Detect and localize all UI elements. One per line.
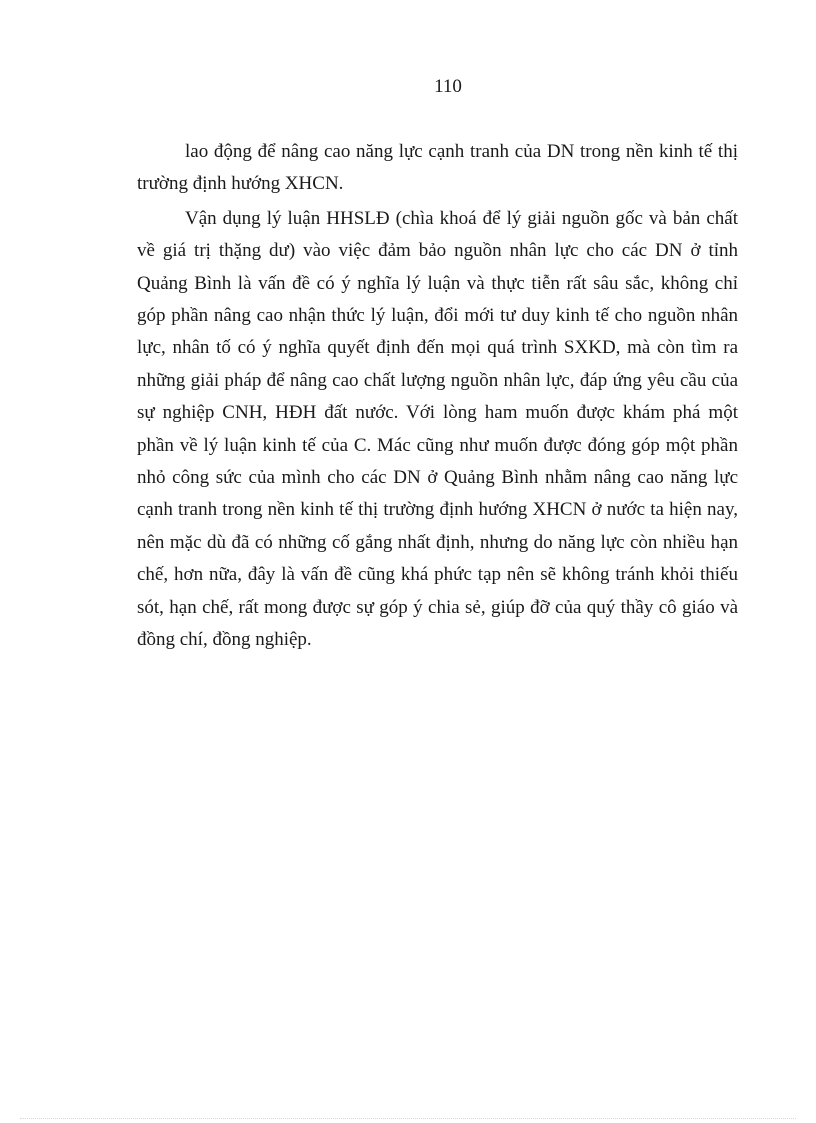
page-number: 110 [434,76,462,97]
body-text [137,136,738,659]
paragraph-continuation: lao động để nâng cao năng lực cạnh tranh của DN trong nền kinh tế thị trường định hướng XHCN. [137,141,738,195]
paragraph-main: Vận dụng lý luận HHSLĐ (chìa khoá để lý giải nguồn gốc và bản chất về giá trị thặng dư) vào việc đảm bảo nguồn nhân lực cho các DN ở tỉnh Quảng Bình là vấn đề có ý nghĩa lý luận và thực tiễn rất sâu sắc, không chỉ góp phần nâng cao nhận thức lý luận, đổi mới tư duy kinh tế cho nguồn nhân lực, nhân tố có ý nghĩa quyết định đến mọi quá trình SXKD, mà còn tìm ra những giải pháp để nâng cao chất lượng nguồn nhân lực, đáp ứng yêu cầu của sự nghiệp CNH, HĐH đất nước. Với lòng ham muốn được khám phá một phần về lý luận kinh tế của C. Mác cũng như muốn được đóng góp một phần nhỏ công sức của mình cho các DN ở Quảng Bình nhằm nâng cao năng lực cạnh tranh trong nền kinh tế thị trường định hướng XHCN ở nước ta hiện nay, nên mặc dù đã có những cố gắng nhất định, nhưng do năng lực còn nhiều hạn chế, hơn nữa, đây là vấn đề cũng khá phức tạp nên sẽ không tránh khỏi thiếu sót, hạn chế, rất mong được sự góp ý chia sẻ, giúp đỡ của quý thầy cô giáo và đồng chí, đồng nghiệp. [137,207,738,651]
page-bottom-divider [20,1118,796,1119]
